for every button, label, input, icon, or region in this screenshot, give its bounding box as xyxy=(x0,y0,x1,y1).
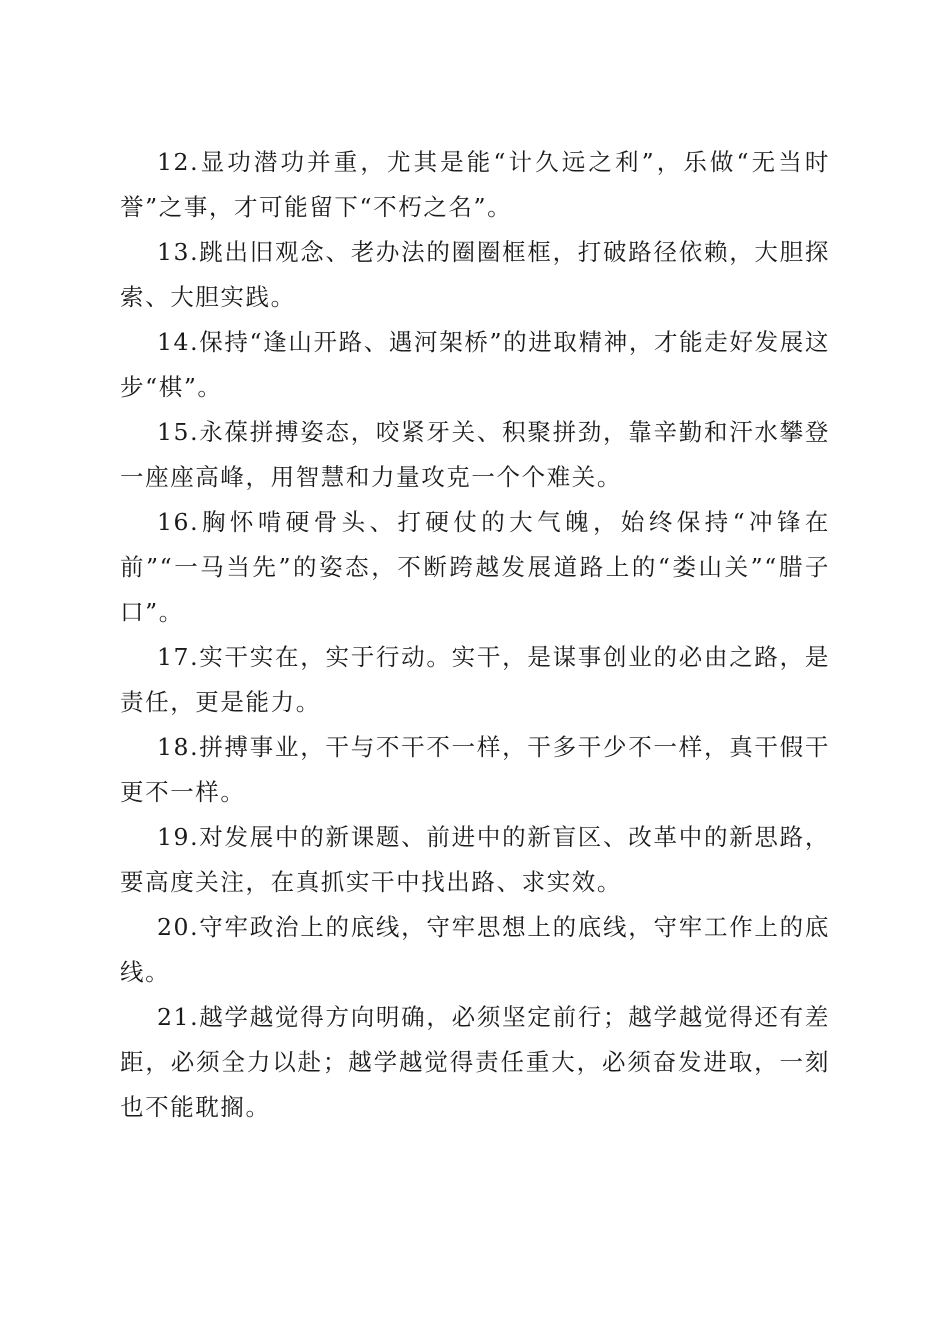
paragraph-16: 16.胸怀啃硬骨头、打硬仗的大气魄，始终保持“冲锋在前”“一马当先”的姿态，不断跨越发展道路上的“娄山关”“腊子口”。 xyxy=(120,508,830,626)
paragraph-14: 14.保持“逢山开路、遇河架桥”的进取精神，才能走好发展这步“棋”。 xyxy=(120,328,830,401)
paragraph-18: 18.拼搏事业，干与不干不一样，干多干少不一样，真干假干更不一样。 xyxy=(120,733,830,806)
paragraph-15: 15.永葆拼搏姿态，咬紧牙关、积聚拼劲，靠辛勤和汗水攀登一座座高峰，用智慧和力量攻克一个个难关。 xyxy=(120,418,830,491)
paragraph-19: 19.对发展中的新课题、前进中的新盲区、改革中的新思路，要高度关注，在真抓实干中找出路、求实效。 xyxy=(120,823,830,896)
paragraph-20: 20.守牢政治上的底线，守牢思想上的底线，守牢工作上的底线。 xyxy=(120,913,830,986)
paragraph-12: 12.显功潜功并重，尤其是能“计久远之利”，乐做“无当时誉”之事，才可能留下“不朽之名”。 xyxy=(120,148,830,221)
document-body xyxy=(120,140,830,1130)
paragraph-13: 13.跳出旧观念、老办法的圈圈框框，打破路径依赖，大胆探索、大胆实践。 xyxy=(120,238,830,311)
paragraph-17: 17.实干实在，实于行动。实干，是谋事创业的必由之路，是责任，更是能力。 xyxy=(120,643,830,716)
paragraph-21: 21.越学越觉得方向明确，必须坚定前行；越学越觉得还有差距，必须全力以赴；越学越觉得责任重大，必须奋发进取，一刻也不能耽搁。 xyxy=(120,1003,830,1121)
